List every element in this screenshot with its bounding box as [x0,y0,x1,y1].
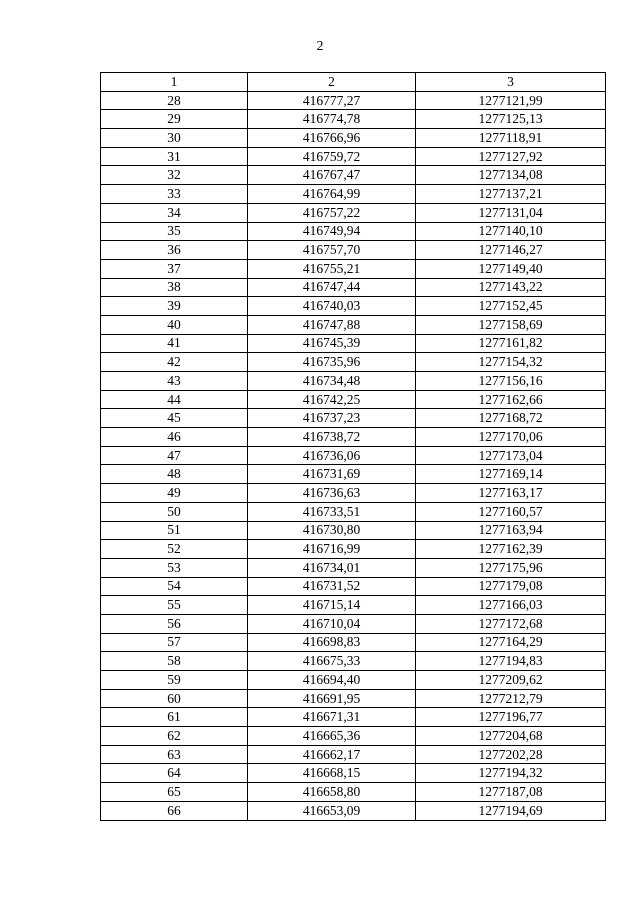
table-row [101,129,606,148]
y-coordinate-cell: 1277134,08 [416,166,606,185]
y-coordinate-cell: 1277162,39 [416,540,606,559]
y-coordinate-cell: 1277154,32 [416,353,606,372]
x-coordinate-cell: 416740,03 [248,297,416,316]
table-row [101,633,606,652]
table-row [101,91,606,110]
y-coordinate-cell: 1277146,27 [416,241,606,260]
x-coordinate-cell: 416736,63 [248,484,416,503]
table-row [101,372,606,391]
table-row [101,297,606,316]
point-number-cell: 50 [101,502,248,521]
y-coordinate-cell: 1277137,21 [416,185,606,204]
point-number-cell: 43 [101,372,248,391]
x-coordinate-cell: 416774,78 [248,110,416,129]
y-coordinate-cell: 1277194,69 [416,801,606,820]
point-number-cell: 41 [101,334,248,353]
y-coordinate-cell: 1277143,22 [416,278,606,297]
table-row [101,558,606,577]
x-coordinate-cell: 416742,25 [248,390,416,409]
point-number-cell: 58 [101,652,248,671]
y-coordinate-cell: 1277202,28 [416,745,606,764]
table-row [101,689,606,708]
point-number-cell: 37 [101,259,248,278]
y-coordinate-cell: 1277162,66 [416,390,606,409]
x-coordinate-cell: 416747,88 [248,315,416,334]
point-number-cell: 39 [101,297,248,316]
x-coordinate-cell: 416767,47 [248,166,416,185]
point-number-cell: 51 [101,521,248,540]
y-coordinate-cell: 1277118,91 [416,129,606,148]
table-row [101,801,606,820]
x-coordinate-cell: 416731,52 [248,577,416,596]
x-coordinate-cell: 416671,31 [248,708,416,727]
point-number-cell: 54 [101,577,248,596]
y-coordinate-cell: 1277127,92 [416,147,606,166]
x-coordinate-cell: 416730,80 [248,521,416,540]
table-row [101,614,606,633]
y-coordinate-cell: 1277125,13 [416,110,606,129]
y-coordinate-cell: 1277212,79 [416,689,606,708]
point-number-cell: 28 [101,91,248,110]
table-row [101,596,606,615]
point-number-cell: 53 [101,558,248,577]
header-cell-y: 3 [416,73,606,92]
table-row [101,147,606,166]
point-number-cell: 66 [101,801,248,820]
point-number-cell: 62 [101,727,248,746]
point-number-cell: 45 [101,409,248,428]
y-coordinate-cell: 1277140,10 [416,222,606,241]
x-coordinate-cell: 416698,83 [248,633,416,652]
x-coordinate-cell: 416737,23 [248,409,416,428]
x-coordinate-cell: 416668,15 [248,764,416,783]
x-coordinate-cell: 416736,06 [248,446,416,465]
x-coordinate-cell: 416757,70 [248,241,416,260]
table-row [101,652,606,671]
point-number-cell: 49 [101,484,248,503]
table-row [101,259,606,278]
point-number-cell: 60 [101,689,248,708]
table-row [101,166,606,185]
point-number-cell: 47 [101,446,248,465]
header-cell-point-number: 1 [101,73,248,92]
y-coordinate-cell: 1277163,94 [416,521,606,540]
x-coordinate-cell: 416653,09 [248,801,416,820]
x-coordinate-cell: 416715,14 [248,596,416,615]
table-row [101,353,606,372]
y-coordinate-cell: 1277131,04 [416,203,606,222]
header-cell-x: 2 [248,73,416,92]
y-coordinate-cell: 1277164,29 [416,633,606,652]
x-coordinate-cell: 416662,17 [248,745,416,764]
coordinates-table [100,72,606,821]
x-coordinate-cell: 416745,39 [248,334,416,353]
x-coordinate-cell: 416675,33 [248,652,416,671]
point-number-cell: 40 [101,315,248,334]
y-coordinate-cell: 1277156,16 [416,372,606,391]
point-number-cell: 31 [101,147,248,166]
x-coordinate-cell: 416734,48 [248,372,416,391]
y-coordinate-cell: 1277204,68 [416,727,606,746]
point-number-cell: 55 [101,596,248,615]
x-coordinate-cell: 416738,72 [248,428,416,447]
point-number-cell: 30 [101,129,248,148]
point-number-cell: 59 [101,671,248,690]
table-row [101,727,606,746]
point-number-cell: 61 [101,708,248,727]
point-number-cell: 36 [101,241,248,260]
table-row [101,577,606,596]
point-number-cell: 52 [101,540,248,559]
table-row [101,222,606,241]
y-coordinate-cell: 1277172,68 [416,614,606,633]
y-coordinate-cell: 1277152,45 [416,297,606,316]
y-coordinate-cell: 1277169,14 [416,465,606,484]
point-number-cell: 42 [101,353,248,372]
x-coordinate-cell: 416759,72 [248,147,416,166]
x-coordinate-cell: 416777,27 [248,91,416,110]
x-coordinate-cell: 416733,51 [248,502,416,521]
point-number-cell: 35 [101,222,248,241]
y-coordinate-cell: 1277194,83 [416,652,606,671]
table-row [101,185,606,204]
table-row [101,484,606,503]
point-number-cell: 33 [101,185,248,204]
point-number-cell: 38 [101,278,248,297]
point-number-cell: 46 [101,428,248,447]
point-number-cell: 57 [101,633,248,652]
y-coordinate-cell: 1277158,69 [416,315,606,334]
y-coordinate-cell: 1277196,77 [416,708,606,727]
table-row [101,708,606,727]
y-coordinate-cell: 1277209,62 [416,671,606,690]
y-coordinate-cell: 1277168,72 [416,409,606,428]
y-coordinate-cell: 1277170,06 [416,428,606,447]
x-coordinate-cell: 416734,01 [248,558,416,577]
table-row [101,409,606,428]
y-coordinate-cell: 1277149,40 [416,259,606,278]
point-number-cell: 65 [101,783,248,802]
table-header [101,73,606,92]
x-coordinate-cell: 416694,40 [248,671,416,690]
x-coordinate-cell: 416749,94 [248,222,416,241]
x-coordinate-cell: 416755,21 [248,259,416,278]
table-row [101,110,606,129]
x-coordinate-cell: 416716,99 [248,540,416,559]
point-number-cell: 29 [101,110,248,129]
table-row [101,241,606,260]
table-body [101,91,606,820]
x-coordinate-cell: 416747,44 [248,278,416,297]
table-row [101,521,606,540]
point-number-cell: 44 [101,390,248,409]
table-row [101,428,606,447]
y-coordinate-cell: 1277121,99 [416,91,606,110]
table-row [101,315,606,334]
y-coordinate-cell: 1277160,57 [416,502,606,521]
y-coordinate-cell: 1277161,82 [416,334,606,353]
table-row [101,502,606,521]
page-number: 2 [316,39,324,54]
header-row [101,73,606,92]
table-row [101,334,606,353]
table-row [101,203,606,222]
point-number-cell: 32 [101,166,248,185]
point-number-cell: 64 [101,764,248,783]
point-number-cell: 56 [101,614,248,633]
table-row [101,671,606,690]
table-row [101,465,606,484]
x-coordinate-cell: 416658,80 [248,783,416,802]
y-coordinate-cell: 1277163,17 [416,484,606,503]
x-coordinate-cell: 416691,95 [248,689,416,708]
table-row [101,390,606,409]
table-row [101,540,606,559]
y-coordinate-cell: 1277173,04 [416,446,606,465]
table-row [101,783,606,802]
point-number-cell: 48 [101,465,248,484]
y-coordinate-cell: 1277194,32 [416,764,606,783]
table-row [101,278,606,297]
y-coordinate-cell: 1277179,08 [416,577,606,596]
x-coordinate-cell: 416757,22 [248,203,416,222]
table-row [101,745,606,764]
point-number-cell: 63 [101,745,248,764]
point-number-cell: 34 [101,203,248,222]
y-coordinate-cell: 1277187,08 [416,783,606,802]
x-coordinate-cell: 416710,04 [248,614,416,633]
x-coordinate-cell: 416764,99 [248,185,416,204]
table-row [101,764,606,783]
y-coordinate-cell: 1277175,96 [416,558,606,577]
table-row [101,446,606,465]
x-coordinate-cell: 416731,69 [248,465,416,484]
x-coordinate-cell: 416735,96 [248,353,416,372]
x-coordinate-cell: 416665,36 [248,727,416,746]
x-coordinate-cell: 416766,96 [248,129,416,148]
y-coordinate-cell: 1277166,03 [416,596,606,615]
